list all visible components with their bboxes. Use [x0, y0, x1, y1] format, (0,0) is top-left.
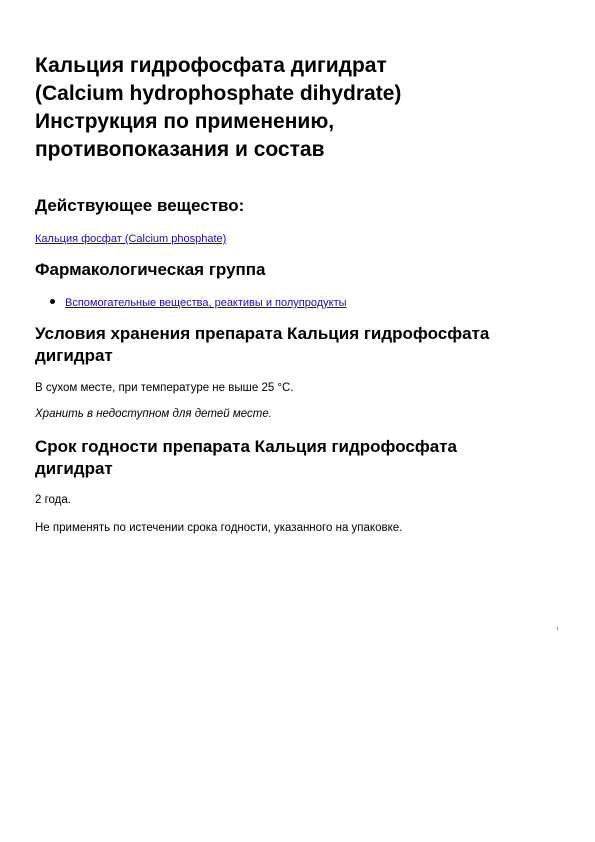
- title-line-1: Кальция гидрофосфата дигидрат: [35, 54, 387, 77]
- page-mark: [557, 627, 558, 630]
- storage-heading-line-2: дигидрат: [35, 346, 113, 365]
- pharm-group-link[interactable]: Вспомогательные вещества, реактивы и полупродукты: [65, 297, 347, 309]
- pharm-group-heading: Фармакологическая группа: [35, 260, 266, 279]
- active-substance-heading: Действующее вещество:: [35, 196, 245, 215]
- pharm-group-list: [35, 294, 347, 310]
- storage-text: В сухом месте, при температуре не выше 25 °C.: [35, 382, 294, 394]
- storage-heading: [35, 323, 489, 367]
- storage-heading-line-1: Условия хранения препарата Кальция гидрофосфата: [35, 324, 490, 343]
- bullet-icon: [50, 299, 55, 304]
- shelf-life-heading-line-1: Срок годности препарата Кальция гидрофосфата: [35, 437, 457, 456]
- active-substance-row: [35, 232, 226, 247]
- title-line-3: Инструкция по применению,: [35, 110, 335, 133]
- shelf-life-text: 2 года.: [35, 494, 71, 506]
- title-line-2: (Calcium hydrophosphate dihydrate): [35, 82, 402, 105]
- page-title: [35, 52, 560, 164]
- shelf-life-note: Не применять по истечении срока годности, указанного на упаковке.: [35, 522, 403, 534]
- title-line-4: противопоказания и состав: [35, 138, 325, 161]
- storage-note: Хранить в недоступном для детей месте.: [35, 408, 272, 420]
- shelf-life-heading-line-2: дигидрат: [35, 459, 113, 478]
- list-item: [35, 294, 347, 310]
- active-substance-link[interactable]: Кальция фосфат (Calcium phosphate): [35, 233, 227, 245]
- shelf-life-heading: [35, 436, 457, 480]
